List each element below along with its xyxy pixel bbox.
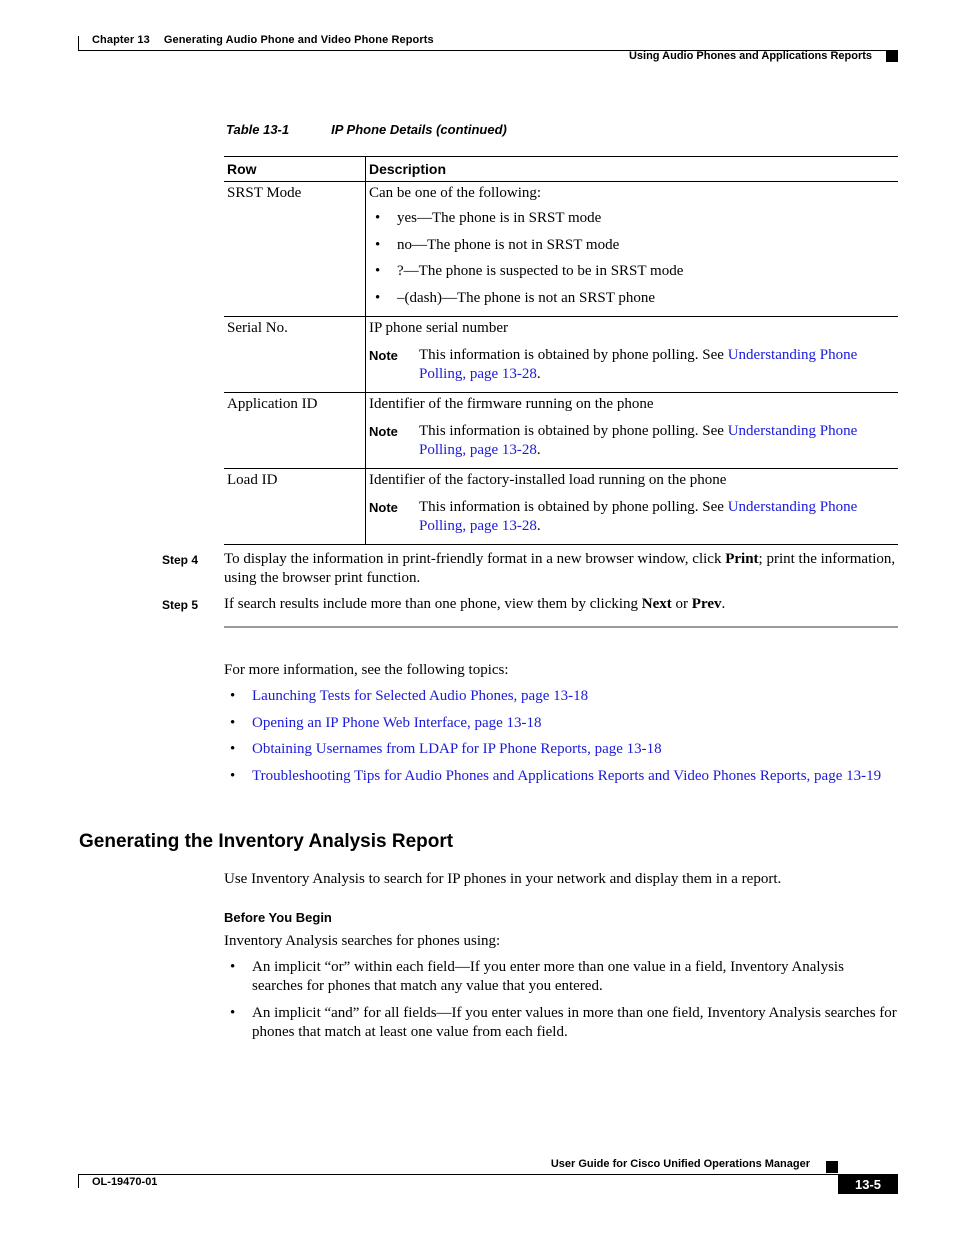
footer-rule xyxy=(78,1174,898,1175)
step-4 xyxy=(162,550,898,588)
step-label: Step 5 xyxy=(162,598,199,612)
row-description-text: Identifier of the factory-installed load running on the phone xyxy=(369,471,727,488)
note-label: Note xyxy=(369,423,398,439)
section-heading: Generating the Inventory Analysis Report xyxy=(79,831,454,852)
note-body: This information is obtained by phone polling. See xyxy=(419,346,728,363)
procedure-end-rule xyxy=(224,626,898,628)
list-item: • An implicit “or” within each field—If you enter more than one value in a field, Inventory Analysis searches for phones that match any value that you entered. xyxy=(224,958,898,996)
note-block xyxy=(369,498,895,536)
row-description xyxy=(366,182,899,317)
ip-phone-details-table xyxy=(224,156,898,545)
print-command: Print xyxy=(725,551,759,567)
phone-polling-link[interactable]: Understanding Phone Polling, page 13-28 xyxy=(419,422,858,458)
note-text xyxy=(419,346,895,384)
table-row xyxy=(224,468,898,544)
step-text xyxy=(224,550,898,588)
row-name: Serial No. xyxy=(224,316,366,392)
troubleshooting-tips-link[interactable]: Troubleshooting Tips for Audio Phones and Applications Reports and Video Phones Reports, page 13-19 xyxy=(252,767,882,784)
opening-web-interface-link[interactable]: Opening an IP Phone Web Interface, page 13-18 xyxy=(252,714,542,731)
list-item: • –(dash)—The phone is not an SRST phone xyxy=(369,289,895,308)
footer-square xyxy=(826,1161,838,1173)
header-chapter xyxy=(92,34,448,46)
table-row xyxy=(224,392,898,468)
step-text xyxy=(224,595,898,615)
footer-doc-id: OL-19470-01 xyxy=(92,1176,158,1188)
row-description xyxy=(366,392,899,468)
list-item xyxy=(224,714,898,733)
section-lead: Inventory Analysis searches for phones using: xyxy=(224,933,501,949)
list-item xyxy=(224,687,898,706)
note-block xyxy=(369,422,895,460)
step-text-part: ; print the information, using the browser print function. xyxy=(224,551,896,586)
footer-guide-title: User Guide for Cisco Unified Operations Manager xyxy=(550,1158,810,1170)
list-item xyxy=(224,767,898,786)
prev-command: Prev xyxy=(691,596,722,612)
chapter-title: Generating Audio Phone and Video Phone Reports xyxy=(163,34,434,46)
note-text xyxy=(419,498,895,536)
header-vertical-bar xyxy=(78,36,79,50)
table-caption-title: IP Phone Details (continued) xyxy=(331,122,507,137)
note-end: . xyxy=(536,517,541,534)
note-text xyxy=(419,422,895,460)
table-row xyxy=(224,182,898,317)
page-number: 13-5 xyxy=(838,1175,898,1194)
search-rules-list xyxy=(224,958,898,1049)
list-item: • yes—The phone is in SRST mode xyxy=(369,209,895,228)
row-description xyxy=(366,316,899,392)
list-item: • no—The phone is not in SRST mode xyxy=(369,236,895,255)
header-square xyxy=(886,51,898,62)
row-description-text: IP phone serial number xyxy=(369,319,508,336)
step-label: Step 4 xyxy=(162,553,199,567)
column-header-description: Description xyxy=(366,157,899,182)
before-you-begin-heading: Before You Begin xyxy=(224,910,332,925)
list-item: • An implicit “and” for all fields—If you enter values in more than one field, Inventory Analysis searches for phones that match at least one value from each field. xyxy=(224,1004,898,1042)
list-item xyxy=(224,740,898,759)
row-name: Application ID xyxy=(224,392,366,468)
note-label: Note xyxy=(369,499,398,515)
launching-tests-link[interactable]: Launching Tests for Selected Audio Phones, page 13-18 xyxy=(252,688,589,704)
step-text-part: To display the information in print-friendly format in a new browser window, click xyxy=(224,551,726,567)
note-block xyxy=(369,346,895,384)
step-text-part: . xyxy=(721,596,726,612)
row-name: Load ID xyxy=(224,468,366,544)
step-5 xyxy=(162,595,898,615)
table-caption-number: Table 13-1 xyxy=(226,122,290,137)
note-body: This information is obtained by phone polling. See xyxy=(419,498,728,515)
note-body: This information is obtained by phone polling. See xyxy=(419,422,728,439)
phone-polling-link[interactable]: Understanding Phone Polling, page 13-28 xyxy=(419,498,858,534)
more-info-intro: For more information, see the following topics: xyxy=(224,662,509,678)
table-caption xyxy=(226,122,507,137)
footer-vertical-bar xyxy=(78,1174,79,1188)
chapter-number: Chapter 13 xyxy=(92,34,150,46)
srst-options-list xyxy=(369,209,895,308)
section-intro: Use Inventory Analysis to search for IP phones in your network and display them in a report. xyxy=(224,871,782,887)
row-description-text: Identifier of the firmware running on the phone xyxy=(369,395,654,412)
ldap-usernames-link[interactable]: Obtaining Usernames from LDAP for IP Phone Reports, page 13-18 xyxy=(252,741,662,757)
row-description xyxy=(366,468,899,544)
step-text-part: or xyxy=(671,596,692,612)
row-name: SRST Mode xyxy=(224,182,366,317)
step-text-part: If search results include more than one phone, view them by clicking xyxy=(224,596,642,612)
related-topics-list xyxy=(224,687,898,793)
table-row xyxy=(224,316,898,392)
note-end: . xyxy=(536,365,541,382)
note-end: . xyxy=(536,441,541,458)
next-command: Next xyxy=(641,596,672,612)
list-item: • ?—The phone is suspected to be in SRST mode xyxy=(369,262,895,281)
header-section-title: Using Audio Phones and Applications Reports xyxy=(628,50,872,62)
note-label: Note xyxy=(369,347,398,363)
row-description-text: Can be one of the following: xyxy=(369,185,542,201)
phone-polling-link[interactable]: Understanding Phone Polling, page 13-28 xyxy=(419,346,858,382)
column-header-row: Row xyxy=(224,157,366,182)
